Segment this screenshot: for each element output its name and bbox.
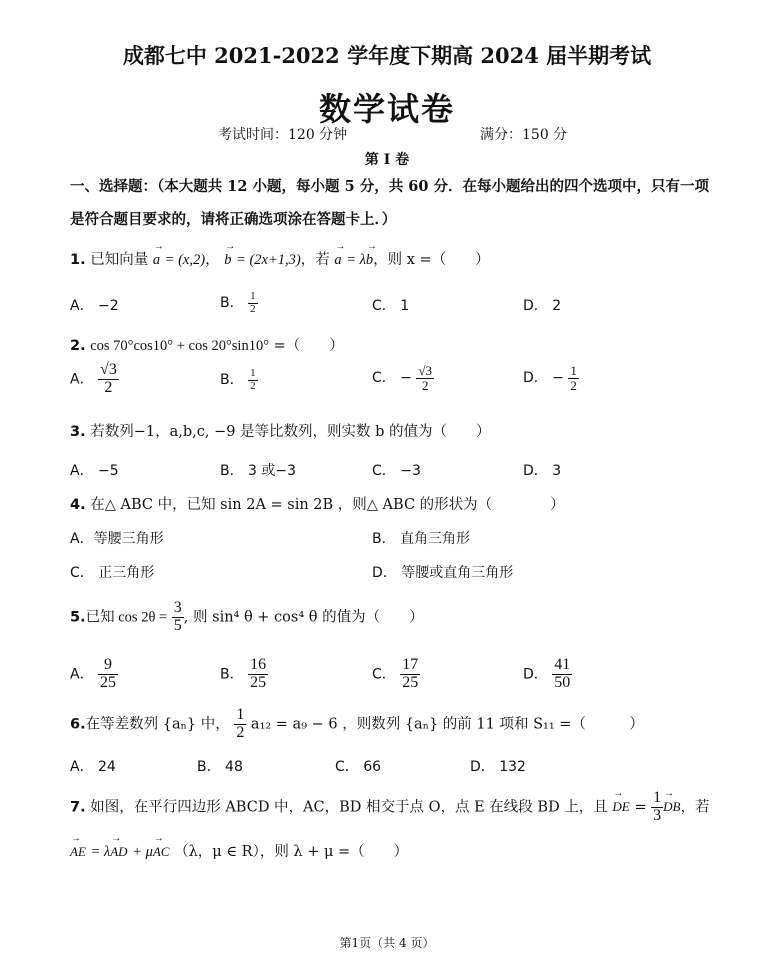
question-text: 已知向量 <box>90 252 149 268</box>
option-a[interactable]: A．等腰三角形 <box>70 531 164 547</box>
option-label: B． <box>220 295 244 312</box>
exam-subtitle: 数学试卷 <box>318 90 455 128</box>
fraction-numerator: √3 <box>100 361 117 378</box>
vector-a: a → <box>153 252 160 269</box>
fraction-numerator: 1 <box>570 363 577 378</box>
fraction-numerator: 1 <box>653 789 662 806</box>
option-label: B． <box>220 666 244 683</box>
question-text: ，若 <box>300 252 330 268</box>
question-number: 3. <box>70 424 86 440</box>
relation: + μ <box>132 844 153 860</box>
question-4 <box>70 493 565 514</box>
question-7-line2 <box>70 840 408 861</box>
question-number: 1. <box>70 252 86 268</box>
exam-time: 考试时间：120 分钟 <box>218 127 348 143</box>
option-d[interactable]: D． 3 <box>523 463 562 479</box>
option-d[interactable] <box>523 364 579 392</box>
vector-de: DE → <box>612 799 629 815</box>
question-5 <box>70 600 424 635</box>
option-c[interactable]: C． −3 <box>372 463 421 479</box>
option-c[interactable] <box>372 364 434 392</box>
option-label: D． <box>523 666 548 683</box>
fraction-denominator: 25 <box>402 673 419 691</box>
option-d[interactable]: D． 等腰或直角三角形 <box>372 565 514 581</box>
vector-b-value: = (2x+1,3) <box>236 252 301 268</box>
fraction-numerator: √3 <box>418 363 433 378</box>
question-number: 2. <box>70 338 86 354</box>
question-6 <box>70 707 644 742</box>
question-tail: =（ ） <box>273 338 344 354</box>
fraction-numerator: 1 <box>236 706 245 723</box>
vector-ad: AD → <box>110 844 127 860</box>
fraction-denominator: 25 <box>100 673 117 691</box>
volume-label: 第 I 卷 <box>364 152 410 168</box>
option-d[interactable] <box>523 657 572 692</box>
question-ask: ，则 x =（ ） <box>373 252 490 268</box>
option-label: C． − <box>372 370 412 387</box>
fraction-numerator: 1 <box>250 290 256 302</box>
question-text: ，若 <box>680 799 710 816</box>
option-d[interactable]: D． 2 <box>523 298 562 314</box>
fraction-numerator: 16 <box>250 656 267 673</box>
fraction-numerator: 41 <box>554 656 571 673</box>
option-d[interactable]: D． 132 <box>470 759 526 775</box>
fraction-denominator: 2 <box>104 378 113 396</box>
question-text: 若数列−1，a,b,c, −9 是等比数列，则实数 b 的值为（ ） <box>90 424 491 440</box>
question-text: 在等差数列 {aₙ} 中， <box>85 716 230 733</box>
fraction-numerator: 3 <box>173 599 182 616</box>
relation: = λ <box>90 844 111 860</box>
option-b[interactable]: B． 3 或−3 <box>220 463 297 479</box>
option-c[interactable]: C． 1 <box>372 298 410 314</box>
fraction-denominator: 5 <box>173 616 182 634</box>
question-number: 6. <box>70 716 86 733</box>
option-label: C． <box>372 666 396 683</box>
option-a[interactable] <box>70 657 118 692</box>
section-instruction-line2: 是符合题目要求的，请将正确选项涂在答题卡上．） <box>70 211 397 228</box>
vector-a-value: = (x,2) <box>164 252 206 268</box>
relation: = λ <box>346 252 366 268</box>
exam-score: 满分：150 分 <box>480 127 568 143</box>
option-c[interactable]: C． 正三角形 <box>70 565 155 581</box>
option-b[interactable]: B． 48 <box>197 759 243 775</box>
option-label: A． <box>70 666 94 683</box>
page-footer: 第1页（共 4 页） <box>339 936 435 950</box>
fraction-denominator: 2 <box>570 377 577 393</box>
question-text: 如图，在平行四边形 ABCD 中，AC，BD 相交于点 O，点 E 在线段 BD 上，且 <box>90 799 608 816</box>
question-expression: cos 70°cos10° + cos 20°sin10° <box>90 338 269 354</box>
option-c[interactable]: C． 66 <box>335 759 382 775</box>
question-3 <box>70 420 491 441</box>
fraction-numerator: 9 <box>98 657 118 675</box>
equals: = <box>634 799 647 816</box>
fraction-denominator: 2 <box>421 377 429 393</box>
fraction-numerator: 1 <box>250 367 256 379</box>
question-text: a₁₂ = a₉ − 6 ，则数列 {aₙ} 的前 11 项和 S₁₁ =（ ） <box>250 716 644 733</box>
vector-ae: AE → <box>70 844 86 860</box>
section-instruction-line1: 一、选择题：（本大题共 12 小题，每小题 5 分，共 60 分．在每小题给出的四个选项中，只有一项 <box>70 178 709 195</box>
fraction-denominator: 2 <box>250 302 256 315</box>
vector-b: b → <box>224 252 231 269</box>
vector-ac: AC → <box>153 844 170 860</box>
vector-db: DB → <box>663 799 680 815</box>
question-1: 1. 已知向量 a → = (x,2)， b → = (2x+1,3)，若 a → = λb →，则 x =（ ） <box>70 248 490 269</box>
question-number: 7. <box>70 799 86 816</box>
question-text: 已知 cos 2θ = <box>85 609 168 626</box>
option-a[interactable]: A． 24 <box>70 759 116 775</box>
question-number: 4. <box>70 497 86 513</box>
fraction-denominator: 3 <box>653 806 662 824</box>
option-label: B． <box>220 372 244 389</box>
option-a[interactable] <box>70 362 119 397</box>
fraction-denominator: 50 <box>554 673 571 691</box>
question-text: , 则 sin⁴ θ + cos⁴ θ 的值为（ ） <box>183 609 424 626</box>
option-b[interactable]: B． 直角三角形 <box>372 531 471 547</box>
option-label: D． − <box>523 370 564 387</box>
fraction-denominator: 25 <box>250 673 267 691</box>
option-label: A． <box>70 371 94 388</box>
option-b[interactable] <box>220 657 268 692</box>
question-7-line1 <box>70 790 709 825</box>
question-text: 在△ ABC 中，已知 sin 2A = sin 2B ，则△ ABC 的形状为（ ） <box>90 497 565 513</box>
vector-a: a → <box>334 252 341 269</box>
fraction-numerator: 17 <box>402 656 419 673</box>
question-2 <box>70 334 344 355</box>
fraction-denominator: 2 <box>250 379 256 392</box>
option-a[interactable]: A． −5 <box>70 463 119 479</box>
option-b[interactable] <box>220 291 258 315</box>
fraction-denominator: 2 <box>236 723 245 741</box>
question-tail: （λ，μ ∈ R），则 λ + μ =（ ） <box>174 844 409 860</box>
exam-title: 成都七中 2021-2022 学年度下期高 2024 届半期考试 <box>122 43 652 68</box>
vector-b: b → <box>366 252 373 269</box>
question-number: 5. <box>70 609 86 626</box>
option-a[interactable]: A． −2 <box>70 298 119 314</box>
option-b[interactable] <box>220 368 258 392</box>
option-c[interactable] <box>372 657 420 692</box>
